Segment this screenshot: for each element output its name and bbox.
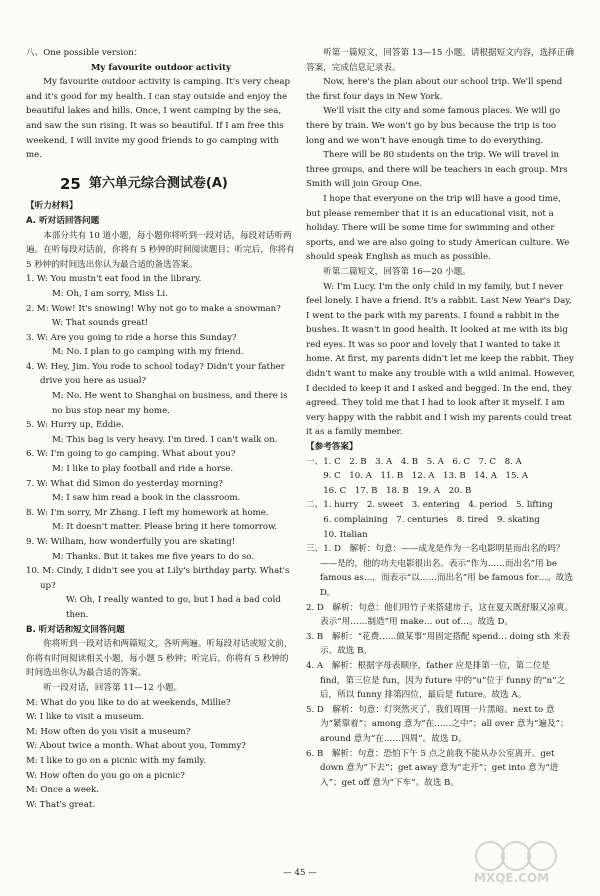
text-line: W: I like to visit a museum. <box>26 712 145 723</box>
text-line: 听一段对话，回答第 11—12 小题。 <box>43 682 183 693</box>
text-line: M: How often do you visit a museum? <box>26 726 191 737</box>
text-line: W: About twice a month. What about you, Tommy? <box>26 741 246 752</box>
left-column <box>26 46 296 812</box>
text-line: 9. W: William, how wonderfully you are skating! <box>26 537 236 547</box>
section-heading: B. 听对话和短文回答问题 <box>26 624 125 635</box>
text-line: W: How often do you go on a picnic? <box>26 770 185 781</box>
svg-text:MXQE.COM: MXQE.COM <box>474 871 550 885</box>
text-line: W: I'm Lucy. I'm the only child in my family, but I never feel lonely. I have a friend. It's a rabbit. Last New Year's Day, I went to the park with my parents. I found a rabbit in the bushes. It wasn't in good health. It looked at me with its big red eyes. It was so poor and lovely that I wanted to take it home. At first, my parents didn't let me keep the rabbit. They didn't want to make any trouble with a wild animal. However, I decided to keep it and I asked and begged. In the end, they agreed. They told me that I had to look after it myself. I am very happy with the rabbit and I wish my parents could treat it as a family member. <box>306 281 575 438</box>
text-line: 3. B 解析：“花费……做某事”用固定搭配 spend… doing sth 来表示。故选 B。 <box>306 631 571 657</box>
text-line: 6. complaining 7. centuries 8. tired 9. skating <box>306 515 540 525</box>
text-line: 本部分共有 10 道小题，每小题你将听到一段对话，每段对话听两遍。在听每段对话前，你将有 5 秒钟的时间阅读题目；听完后，你将有 5 秒钟的时间选出你认为最合适的备选答案。 <box>26 230 295 270</box>
text-line: My favourite outdoor activity is camping. It's very cheap and it's good for my health. I can stay outside and enjoy the beautiful lakes and hills. Once, I went camping by the sea, and saw the sun rising. It was so beautiful. If I am free this weekend, I will invite my good friends to go camping with me. <box>26 77 290 161</box>
essay-title: My favourite outdoor activity <box>90 62 232 73</box>
text-line: 2. M: Wow! It's snowing! Why not go to make a snowman? <box>26 303 281 314</box>
text-line: 听第二篇短文，回答第 16—20 小题。 <box>323 266 471 277</box>
unit-number: 25 <box>60 174 81 193</box>
text-line: Now, here's the plan about our school trip. We'll spend the first four days in New York. <box>306 77 563 102</box>
text-line: We'll visit the city and some famous places. We will go there by train. We won't go by bus because the trip is too long and we won't have enough time to do everything. <box>306 106 561 146</box>
unit-heading: 第六单元综合测试卷(A) <box>88 175 228 191</box>
text-line: M: I like to go on a picnic with my family. <box>26 755 206 766</box>
text-line: M: I saw him read a book in the classroom. <box>52 493 241 504</box>
text-line: M: What do you like to do at weekends, Millie? <box>26 697 231 708</box>
text-line: There will be 80 students on the trip. We will travel in three groups, and there will be teachers in each group. Mrs Smith will join Group One. <box>306 150 568 190</box>
page-number: — 45 — <box>283 868 317 878</box>
text-line: 10. M: Cindy, I didn't see you at Lily's birthday party. What's up? <box>26 566 290 591</box>
text-line: I hope that everyone on the trip will have a good time, but please remember that it is an educational visit, not a holiday. There will be some time for swimming and other sports, and we are also going to study American culture. We should speak English as much as possible. <box>306 193 570 263</box>
text-line: 一、1. C 2. B 3. A 4. B 5. A 6. C 7. C 8. A <box>306 456 522 467</box>
text-line: 10. Italian <box>306 529 368 540</box>
section-heading: 【听力材料】 <box>26 201 78 212</box>
text-line: 八、One possible version： <box>26 48 143 58</box>
text-line: 5. D 解析：句意：灯突然灭了，我们周围一片黑暗。next to 意为“紧靠着”；among 意为“在……之中”；all over 意为“遍及”；around 意为“在……四周”。故选 D。 <box>306 704 569 744</box>
unit-title <box>60 174 296 193</box>
text-line: 2. D 解析：句意：他们用竹子来搭建房子，这在夏天既舒服又凉爽。表示“用……制造”用 make… out of…。故选 D。 <box>306 602 574 628</box>
text-line: M: This bag is very heavy. I'm tired. I can't walk on. <box>52 434 278 445</box>
text-line: W: That sounds great! <box>52 318 149 329</box>
text-line: 6. W: I'm going to go camping. What about you? <box>26 449 236 460</box>
text-line: M: Once a week. <box>26 785 99 796</box>
text-line: 3. W: Are you going to ride a horse this Sunday? <box>26 332 237 343</box>
text-line: M: I like to play football and ride a horse. <box>52 464 234 475</box>
text-line: M: It doesn't matter. Please bring it here tomorrow. <box>52 522 278 533</box>
text-line: 二、1. hurry 2. sweet 3. entering 4. period 5. lifting <box>306 500 553 511</box>
watermark-logo <box>470 838 588 886</box>
text-line: 16. C 17. B 18. B 19. A 20. B <box>306 485 472 496</box>
text-line: 8. W: I'm sorry, Mr Zhang. I left my homework at home. <box>26 507 269 518</box>
text-line: W: Oh, I really wanted to go, but I had a bad cold then. <box>66 595 281 620</box>
text-line: M: Thanks. But it takes me five years to do so. <box>52 551 255 562</box>
text-line: 6. B 解析：句意：恐怕下午 5 点之前我不能从办公室离开。get down 意为“下去”；get away 意为“走开”；get into 意为“进入”；get off 意为“下车”。故选 B。 <box>306 748 559 788</box>
text-line: W: That's great. <box>26 799 96 810</box>
right-column <box>306 46 576 790</box>
text-line: 1. W: You mustn't eat food in the library. <box>26 274 202 285</box>
text-line: 4. A 解析：根据字母表顺序，father 应是排第一位，第二位是 find，第三位是 fun，因为 future 中的“u”位于 funny 的“n”之后，所以 funny 排第四位，最后是 future。故选 A。 <box>306 660 566 701</box>
text-line: 4. W: Hey, Jim. You rode to school today? Didn't your father drive you here as usual? <box>26 361 285 387</box>
text-line: M: No. I plan to go camping with my friend. <box>52 347 244 358</box>
text-line: 9. C 10. A 11. B 12. A 13. B 14. A 15. A <box>306 471 529 482</box>
text-line: M: Oh, I am sorry, Miss Li. <box>52 288 168 299</box>
text-line: 7. W: What did Simon do yesterday morning? <box>26 478 224 489</box>
section-heading: A. 听对话回答问题 <box>26 215 100 226</box>
text-line: 三、1. D 解析：句意：——成龙是作为一名电影明星而出名的吗？——是的，他的功夫电影很出名。表示“作为……而出名”用 be famous as…，而表示“以……而出名”用 be famous for…。故选 D。 <box>306 544 573 598</box>
text-line: 5. W: Hurry up, Eddie. <box>26 420 124 431</box>
text-line: M: No. He went to Shanghai on business, and there is no bus stop near my home. <box>52 391 288 416</box>
section-heading: 【参考答案】 <box>306 442 358 453</box>
text-line: 听第一篇短文，回答第 13—15 小题。请根据短文内容，选择正确答案，完成信息记录表。 <box>306 48 574 73</box>
text-line: 你将听到一段对话和两篇短文，各听两遍。听每段对话或短文前，你将有时间阅读相关小题，每小题 5 秒钟；听完后，你将有 5 秒钟的时间选出你认为最合适的答案。 <box>26 639 293 679</box>
